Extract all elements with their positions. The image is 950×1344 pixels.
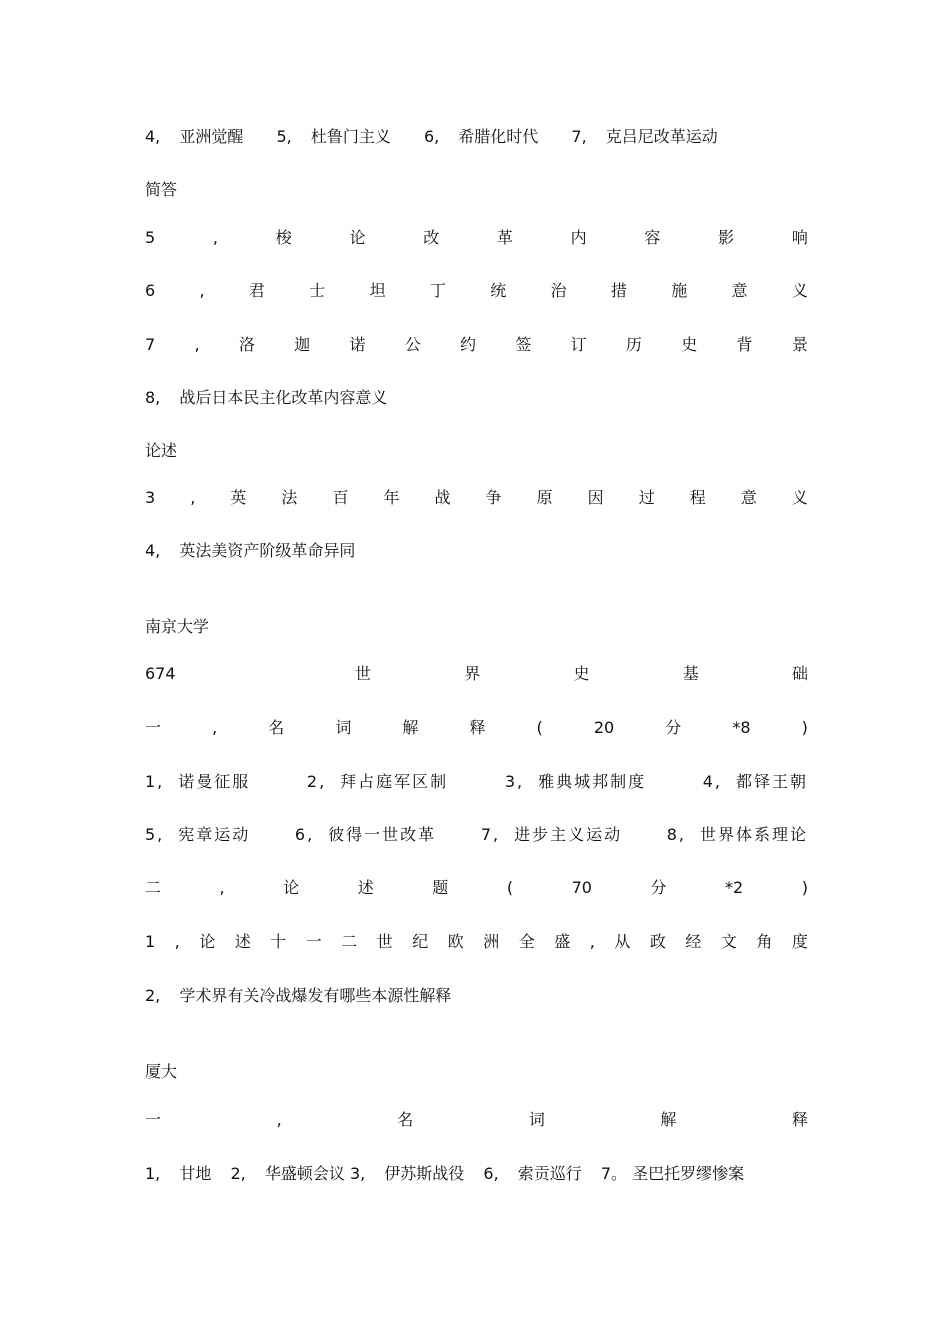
spaced-char: 意	[731, 281, 748, 300]
item-number: 8,	[145, 388, 161, 407]
spaced-char: 史	[573, 664, 590, 683]
spaced-char: 君	[248, 281, 265, 300]
spaced-char: ,	[190, 488, 196, 507]
item-number: 3,	[504, 772, 525, 791]
item-number: 5,	[145, 825, 165, 844]
item-number: 2,	[230, 1164, 246, 1183]
spaced-char: 纪	[412, 932, 429, 951]
spaced-char: )	[801, 878, 808, 897]
spaced-char: )	[801, 718, 808, 737]
item-number: 7,	[571, 127, 587, 146]
item-number: 6,	[423, 127, 440, 146]
item-text: 雅典城邦制度	[538, 772, 647, 791]
spaced-char: (	[536, 718, 543, 737]
spaced-char: 释	[791, 1110, 808, 1129]
spaced-char: 度	[791, 932, 808, 951]
spaced-char: 世	[355, 664, 372, 683]
spaced-char: ,	[212, 718, 218, 737]
spaced-char: 程	[689, 488, 706, 507]
section-heading-lunshu: 论述	[145, 441, 178, 460]
jianda-q7	[145, 333, 808, 357]
spaced-char: 战	[434, 488, 451, 507]
spaced-char: 施	[671, 281, 688, 300]
spaced-char: 从	[614, 932, 631, 951]
spaced-char: 景	[791, 335, 808, 354]
spaced-char: 全	[518, 932, 535, 951]
item-text: 宪章运动	[178, 825, 251, 844]
spaced-char: 洛	[238, 335, 255, 354]
spaced-char: 签	[515, 335, 532, 354]
spaced-char: 史	[681, 335, 698, 354]
item-number: 8,	[666, 825, 686, 844]
spaced-char: *8	[732, 718, 751, 737]
item-number: 7,	[480, 825, 501, 844]
spaced-char: 因	[587, 488, 604, 507]
spaced-char: 响	[791, 228, 808, 247]
spaced-char: 过	[638, 488, 655, 507]
term-list-line	[145, 125, 808, 149]
spaced-char: 十	[270, 932, 287, 951]
spaced-char: 义	[791, 281, 808, 300]
item-number: 1,	[145, 1164, 161, 1183]
item-text: 战后日本民主化改革内容意义	[179, 388, 388, 407]
spaced-char: 士	[309, 281, 326, 300]
spaced-char: 词	[528, 1110, 545, 1129]
spaced-char: 原	[536, 488, 553, 507]
nanjing-part2-heading	[145, 876, 808, 900]
spaced-char: 改	[423, 228, 440, 247]
item-text: 都铎王朝	[735, 772, 808, 791]
item-number: 6,	[294, 825, 315, 844]
spaced-char: 意	[740, 488, 757, 507]
spaced-char: 一	[145, 718, 162, 737]
item-text: 甘地	[179, 1164, 212, 1183]
item-text: 进步主义运动	[514, 825, 623, 844]
item-text: 学术界有关冷战爆发有哪些本源性解释	[179, 986, 452, 1005]
course-title	[145, 662, 808, 686]
item-text: 拜占庭军区制	[340, 772, 449, 791]
spaced-char: ,	[219, 878, 225, 897]
item-text: 华盛顿会议	[264, 1164, 345, 1183]
spaced-char: 础	[791, 664, 808, 683]
item-number: 2,	[306, 772, 327, 791]
nanjing-terms-row2	[145, 823, 808, 847]
spaced-char: ,	[276, 1110, 282, 1129]
spaced-char: 年	[383, 488, 400, 507]
spaced-char: ,	[174, 932, 180, 951]
spaced-char: 欧	[447, 932, 464, 951]
spaced-char: 5	[145, 228, 156, 247]
spaced-char: 3	[145, 488, 156, 507]
spaced-char: 洲	[483, 932, 500, 951]
item-number: 2,	[145, 986, 161, 1005]
item-text: 克吕尼改革运动	[605, 127, 718, 146]
spaced-char: 释	[469, 718, 486, 737]
spaced-char: ,	[194, 335, 200, 354]
spaced-char: 百	[332, 488, 349, 507]
spaced-char: 统	[490, 281, 507, 300]
item-text: 诺曼征服	[178, 772, 251, 791]
spaced-char: 题	[432, 878, 449, 897]
spaced-char: 20	[593, 718, 615, 737]
spaced-char: 订	[570, 335, 587, 354]
spaced-char: 治	[550, 281, 567, 300]
nanjing-part1-heading	[145, 716, 808, 740]
nanjing-terms-row1	[145, 770, 808, 794]
item-number: 7。	[600, 1164, 628, 1183]
item-text: 英法美资产阶级革命异同	[179, 541, 356, 560]
spaced-char: 名	[397, 1110, 414, 1129]
item-number: 4,	[702, 772, 722, 791]
spaced-char: 一	[145, 1110, 162, 1129]
spaced-char: 文	[720, 932, 737, 951]
spaced-char: 容	[644, 228, 661, 247]
spaced-char: ,	[589, 932, 595, 951]
spaced-char: 坦	[369, 281, 386, 300]
spaced-char: 革	[496, 228, 513, 247]
spaced-char: 影	[718, 228, 735, 247]
spaced-char: 解	[660, 1110, 677, 1129]
jianda-q8	[145, 386, 808, 410]
spaced-char: 6	[145, 281, 156, 300]
spaced-char: 基	[682, 664, 699, 683]
xiamen-part1-heading	[145, 1108, 808, 1132]
school-heading-nanjing: 南京大学	[145, 617, 210, 636]
spaced-char: 内	[570, 228, 587, 247]
spaced-char: 述	[357, 878, 374, 897]
item-text: 彼得一世改革	[328, 825, 437, 844]
course-name	[355, 662, 808, 686]
spaced-char: 解	[402, 718, 419, 737]
spaced-char: 政	[649, 932, 666, 951]
spaced-char: 词	[335, 718, 352, 737]
spaced-char: 70	[571, 878, 592, 897]
item-text: 索贡巡行	[517, 1164, 582, 1183]
spaced-char: 争	[485, 488, 502, 507]
spaced-char: 措	[610, 281, 627, 300]
spaced-char: 世	[376, 932, 393, 951]
spaced-char: 界	[464, 664, 481, 683]
jianda-q6	[145, 279, 808, 303]
spaced-char: (	[506, 878, 514, 897]
spaced-char: ,	[212, 228, 218, 247]
spaced-char: 角	[756, 932, 773, 951]
item-number: 3,	[349, 1164, 366, 1183]
jianda-q5	[145, 226, 808, 250]
spaced-char: 论	[283, 878, 300, 897]
spaced-char: ,	[199, 281, 205, 300]
item-number: 4,	[145, 127, 161, 146]
item-text: 圣巴托罗缪惨案	[632, 1164, 745, 1183]
school-heading-xiamen: 厦大	[145, 1062, 178, 1081]
lunshu-q3	[145, 486, 808, 510]
item-text: 亚洲觉醒	[179, 127, 244, 146]
spaced-char: 盛	[554, 932, 571, 951]
spaced-char: 梭	[275, 228, 292, 247]
spaced-char: 迦	[294, 335, 311, 354]
spaced-char: 名	[268, 718, 285, 737]
spaced-char: 论	[199, 932, 216, 951]
nanjing-essay1	[145, 930, 808, 954]
item-text: 伊苏斯战役	[384, 1164, 465, 1183]
item-number: 4,	[145, 541, 161, 560]
nanjing-essay2	[145, 984, 808, 1008]
spaced-char: 论	[349, 228, 366, 247]
section-heading-jianda: 简答	[145, 180, 178, 199]
spaced-char: *2	[725, 878, 744, 897]
spaced-char: 一	[305, 932, 322, 951]
lunshu-q4	[145, 539, 808, 563]
spaced-char: 二	[341, 932, 358, 951]
spaced-char: 二	[145, 878, 162, 897]
spaced-char: 述	[234, 932, 251, 951]
spaced-char: 经	[685, 932, 702, 951]
spaced-char: 分	[650, 878, 667, 897]
spaced-char: 7	[145, 335, 156, 354]
spaced-char: 英	[230, 488, 247, 507]
spaced-char: 分	[665, 718, 682, 737]
course-code: 674	[145, 664, 176, 683]
spaced-char: 历	[625, 335, 642, 354]
spaced-char: 1	[145, 932, 156, 951]
xiamen-terms-row	[145, 1162, 808, 1186]
item-text: 杜鲁门主义	[310, 127, 391, 146]
item-number: 5,	[276, 127, 292, 146]
item-text: 世界体系理论	[699, 825, 808, 844]
item-number: 1,	[145, 772, 165, 791]
spaced-char: 约	[460, 335, 477, 354]
spaced-char: 背	[736, 335, 753, 354]
spaced-char: 公	[404, 335, 421, 354]
item-text: 希腊化时代	[458, 127, 539, 146]
spaced-char: 丁	[429, 281, 446, 300]
spaced-char: 法	[281, 488, 298, 507]
item-number: 6,	[483, 1164, 499, 1183]
spaced-char: 诺	[349, 335, 366, 354]
spaced-char: 义	[791, 488, 808, 507]
